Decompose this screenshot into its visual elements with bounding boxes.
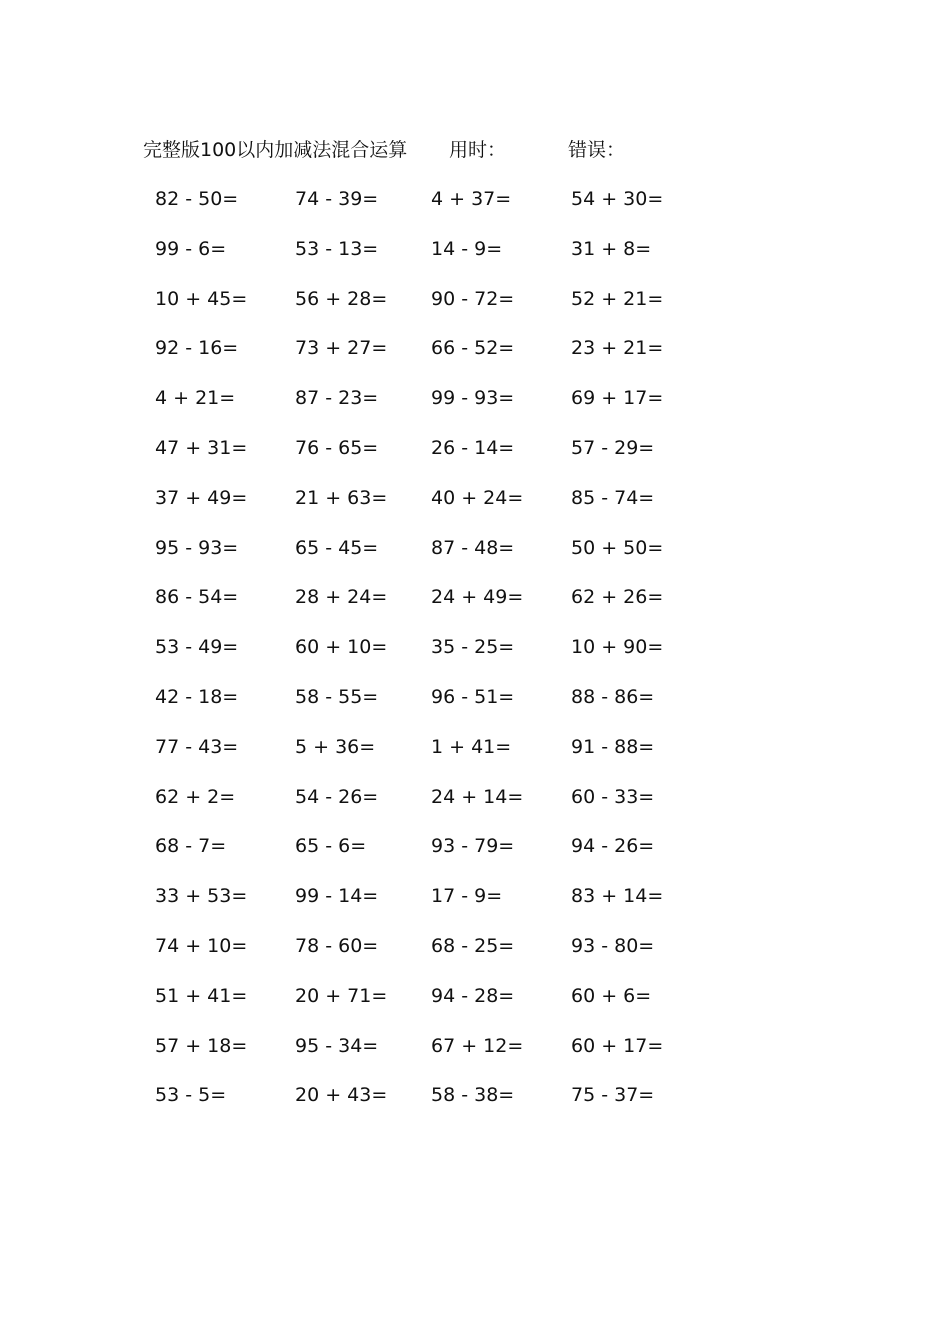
math-problem: 24 + 14= xyxy=(431,785,524,808)
math-problem: 42 - 18= xyxy=(155,685,239,708)
math-problem: 60 + 10= xyxy=(295,636,388,659)
math-problem: 26 - 14= xyxy=(431,436,515,459)
math-problem: 4 + 21= xyxy=(155,387,236,410)
math-problem: 21 + 63= xyxy=(295,486,388,509)
math-problem: 73 + 27= xyxy=(295,337,388,360)
math-problem: 52 + 21= xyxy=(571,287,664,310)
math-problem: 87 - 48= xyxy=(431,536,515,559)
math-problem: 50 + 50= xyxy=(571,536,664,559)
math-problem: 31 + 8= xyxy=(571,237,652,260)
math-problem: 28 + 24= xyxy=(295,586,388,609)
math-problem: 96 - 51= xyxy=(431,685,515,708)
math-problem: 94 - 28= xyxy=(431,984,515,1007)
math-problem: 65 - 45= xyxy=(295,536,379,559)
math-problem: 92 - 16= xyxy=(155,337,239,360)
math-problem: 62 + 2= xyxy=(155,785,236,808)
math-problem: 94 - 26= xyxy=(571,835,655,858)
math-problem: 23 + 21= xyxy=(571,337,664,360)
math-problem: 95 - 34= xyxy=(295,1034,379,1057)
math-problem: 53 - 13= xyxy=(295,237,379,260)
math-problem: 24 + 49= xyxy=(431,586,524,609)
math-problem: 57 - 29= xyxy=(571,436,655,459)
problem-row xyxy=(143,1032,703,1082)
math-problem: 54 + 30= xyxy=(571,188,664,210)
math-problem: 14 - 9= xyxy=(431,237,503,260)
math-problem: 1 + 41= xyxy=(431,735,512,758)
problem-grid xyxy=(143,185,703,1131)
math-problem: 82 - 50= xyxy=(155,188,239,210)
math-problem: 54 - 26= xyxy=(295,785,379,808)
problem-row xyxy=(143,932,703,982)
math-problem: 74 - 39= xyxy=(295,188,379,210)
problem-row xyxy=(143,982,703,1032)
problem-row xyxy=(143,1081,703,1131)
problem-row xyxy=(143,434,703,484)
problem-row xyxy=(143,733,703,783)
math-problem: 60 + 6= xyxy=(571,984,652,1007)
error-label: 错误： xyxy=(568,139,626,161)
math-problem: 75 - 37= xyxy=(571,1084,655,1107)
problem-row xyxy=(143,583,703,633)
math-problem: 68 - 7= xyxy=(155,835,227,858)
math-problem: 88 - 86= xyxy=(571,685,655,708)
math-problem: 57 + 18= xyxy=(155,1034,248,1057)
problem-row xyxy=(143,384,703,434)
problem-row xyxy=(143,783,703,833)
problem-row xyxy=(143,185,703,235)
math-problem: 5 + 36= xyxy=(295,735,376,758)
math-problem: 87 - 23= xyxy=(295,387,379,410)
math-problem: 53 - 49= xyxy=(155,636,239,659)
math-problem: 99 - 6= xyxy=(155,237,227,260)
math-problem: 76 - 65= xyxy=(295,436,379,459)
math-problem: 17 - 9= xyxy=(431,885,503,908)
math-problem: 99 - 93= xyxy=(431,387,515,410)
math-problem: 20 + 71= xyxy=(295,984,388,1007)
math-problem: 60 + 17= xyxy=(571,1034,664,1057)
time-label: 用时： xyxy=(449,139,507,161)
math-problem: 69 + 17= xyxy=(571,387,664,410)
math-problem: 66 - 52= xyxy=(431,337,515,360)
math-problem: 85 - 74= xyxy=(571,486,655,509)
math-problem: 74 + 10= xyxy=(155,934,248,957)
problem-row xyxy=(143,235,703,285)
problem-row xyxy=(143,534,703,584)
math-problem: 93 - 80= xyxy=(571,934,655,957)
math-problem: 20 + 43= xyxy=(295,1084,388,1107)
math-problem: 10 + 90= xyxy=(571,636,664,659)
math-problem: 10 + 45= xyxy=(155,287,248,310)
math-problem: 93 - 79= xyxy=(431,835,515,858)
math-problem: 56 + 28= xyxy=(295,287,388,310)
math-problem: 68 - 25= xyxy=(431,934,515,957)
math-problem: 90 - 72= xyxy=(431,287,515,310)
math-problem: 83 + 14= xyxy=(571,885,664,908)
math-problem: 58 - 55= xyxy=(295,685,379,708)
math-problem: 47 + 31= xyxy=(155,436,248,459)
problem-row xyxy=(143,882,703,932)
math-problem: 60 - 33= xyxy=(571,785,655,808)
math-problem: 37 + 49= xyxy=(155,486,248,509)
math-problem: 58 - 38= xyxy=(431,1084,515,1107)
math-problem: 65 - 6= xyxy=(295,835,367,858)
math-problem: 99 - 14= xyxy=(295,885,379,908)
math-problem: 51 + 41= xyxy=(155,984,248,1007)
math-problem: 33 + 53= xyxy=(155,885,248,908)
math-problem: 40 + 24= xyxy=(431,486,524,509)
problem-row xyxy=(143,683,703,733)
math-problem: 77 - 43= xyxy=(155,735,239,758)
math-problem: 4 + 37= xyxy=(431,188,512,210)
page-title: 完整版100以内加减法混合运算 xyxy=(143,139,408,161)
problem-row xyxy=(143,285,703,335)
math-problem: 67 + 12= xyxy=(431,1034,524,1057)
math-problem: 53 - 5= xyxy=(155,1084,227,1107)
math-problem: 91 - 88= xyxy=(571,735,655,758)
problem-row xyxy=(143,633,703,683)
math-problem: 62 + 26= xyxy=(571,586,664,609)
math-problem: 78 - 60= xyxy=(295,934,379,957)
problem-row xyxy=(143,334,703,384)
math-problem: 35 - 25= xyxy=(431,636,515,659)
problem-row xyxy=(143,484,703,534)
math-problem: 95 - 93= xyxy=(155,536,239,559)
problem-row xyxy=(143,832,703,882)
math-problem: 86 - 54= xyxy=(155,586,239,609)
